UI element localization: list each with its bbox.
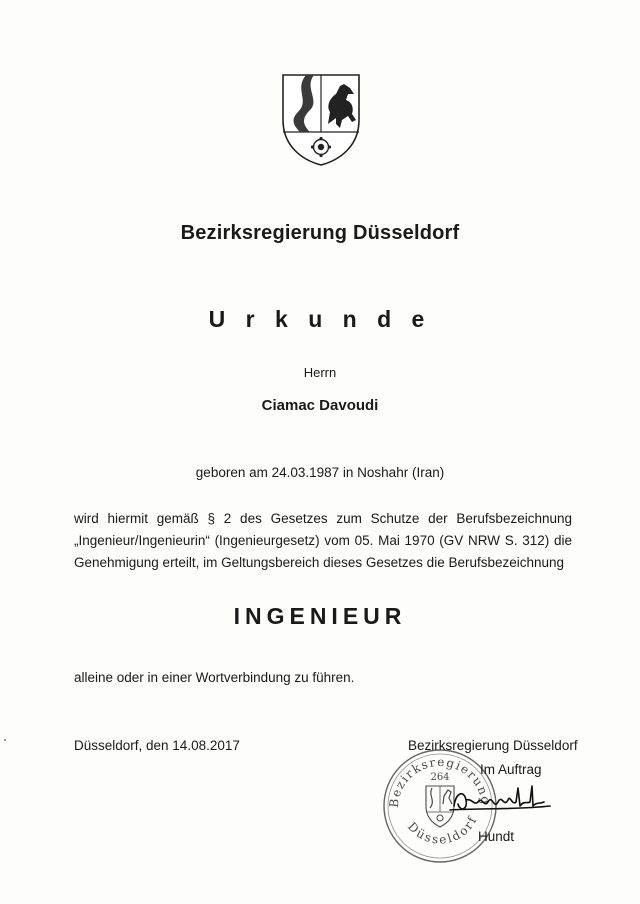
document-title: U r k u n d e [208, 306, 432, 332]
birth-details: geboren am 24.03.1987 in Noshahr (Iran) [195, 465, 445, 480]
scan-speck [4, 739, 6, 741]
professional-designation: INGENIEUR [233, 603, 407, 629]
handwritten-signature-icon [446, 780, 556, 820]
nrw-coat-of-arms-icon [280, 72, 362, 168]
salutation: Herrn [303, 365, 337, 380]
certificate-body [74, 508, 572, 574]
signatory-authority: Bezirksregierung Düsseldorf [408, 738, 578, 753]
closing-sentence: alleine oder in einer Wortverbindung zu führen. [74, 670, 355, 685]
issuing-authority-heading: Bezirksregierung Düsseldorf [180, 222, 460, 244]
place-and-date: Düsseldorf, den 14.08.2017 [74, 738, 240, 753]
body-line: Genehmigung erteilt, im Geltungsbereich dieses Gesetzes die Berufsbezeichnung [74, 555, 565, 570]
body-line: wird hiermit gemäß § 2 des Gesetzes zum Schutze der Berufsbezeichnung [74, 511, 572, 526]
signatory-name: Hundt [478, 829, 515, 844]
signatory-role: Im Auftrag [480, 762, 542, 777]
svg-text:Bezirksregierung: Bezirksregierung [386, 754, 494, 809]
svg-text:Düsseldorf: Düsseldorf [404, 813, 481, 847]
svg-text:264: 264 [430, 772, 450, 783]
recipient-name: Ciamac Davoudi [261, 397, 379, 414]
body-line: „Ingenieur/Ingenieurin“ (Ingenieurgesetz) vom 05. Mai 1970 (GV NRW S. 312) die [74, 533, 572, 548]
